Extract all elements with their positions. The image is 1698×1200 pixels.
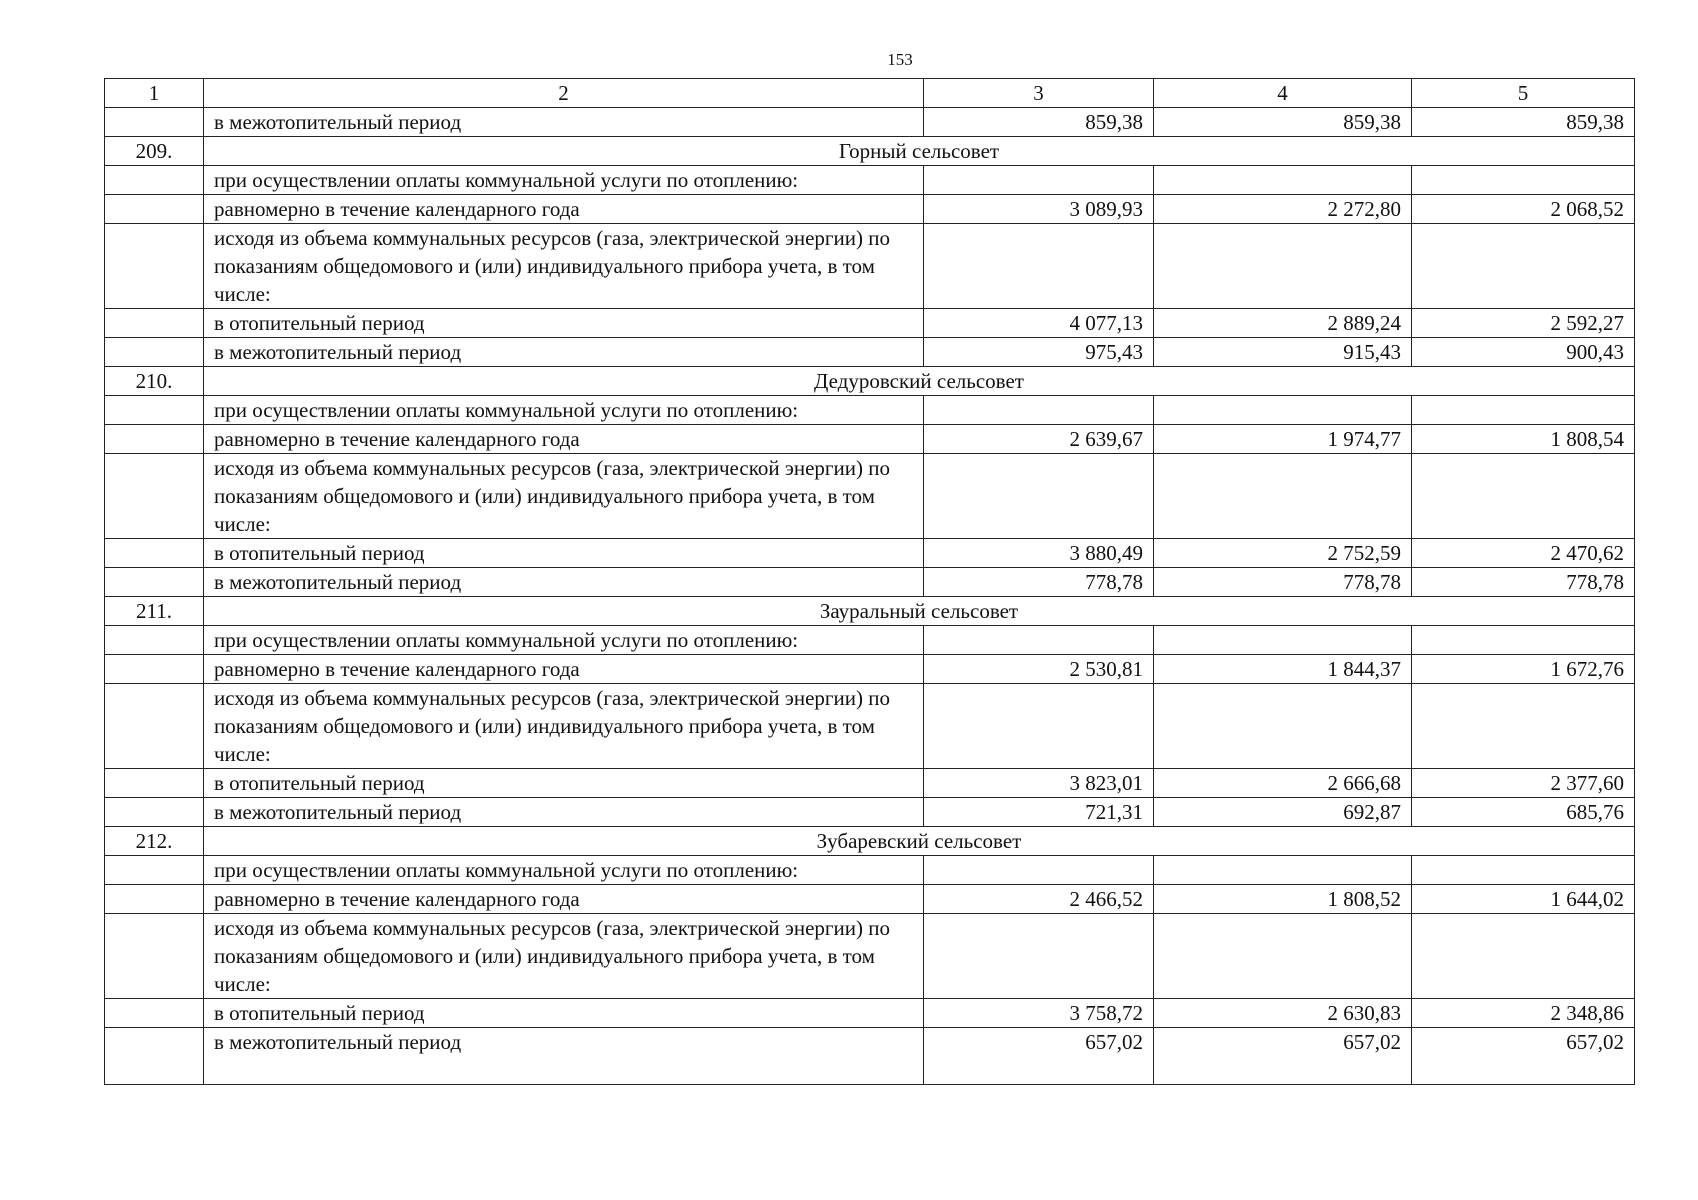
row-label: при осуществлении оплаты коммунальной услуги по отоплению: [204, 856, 924, 885]
tariff-value: 1 974,77 [1154, 425, 1412, 454]
tariff-value: 3 823,01 [924, 769, 1154, 798]
row-number-cell [105, 1028, 204, 1085]
tariff-value: 2 752,59 [1154, 539, 1412, 568]
row-number-cell [105, 195, 204, 224]
tariff-value [1154, 856, 1412, 885]
row-number-cell [105, 856, 204, 885]
column-number: 5 [1412, 79, 1635, 108]
group-number: 211. [105, 597, 204, 626]
tariff-value: 657,02 [1412, 1028, 1635, 1085]
row-label: равномерно в течение календарного года [204, 655, 924, 684]
row-label: в межотопительный период [204, 338, 924, 367]
row-label: при осуществлении оплаты коммунальной услуги по отоплению: [204, 166, 924, 195]
tariff-value: 2 666,68 [1154, 769, 1412, 798]
row-label: равномерно в течение календарного года [204, 425, 924, 454]
table-row [105, 568, 1635, 597]
tariff-value [1154, 166, 1412, 195]
row-number-cell [105, 798, 204, 827]
tariff-value: 2 530,81 [924, 655, 1154, 684]
tariff-value [924, 166, 1154, 195]
tariff-value [1412, 396, 1635, 425]
tariff-value: 685,76 [1412, 798, 1635, 827]
tariff-value [924, 224, 1154, 309]
column-number: 2 [204, 79, 924, 108]
row-number-cell [105, 914, 204, 999]
tariff-value: 1 808,52 [1154, 885, 1412, 914]
tariff-value: 2 068,52 [1412, 195, 1635, 224]
tariff-value: 2 639,67 [924, 425, 1154, 454]
group-title: Зауральный сельсовет [204, 597, 1635, 626]
row-number-cell [105, 626, 204, 655]
tariff-value [1412, 626, 1635, 655]
column-number-row [105, 79, 1635, 108]
group-number: 209. [105, 137, 204, 166]
row-label: исходя из объема коммунальных ресурсов (газа, электрической энергии) по показаниям общедомового и (или) индивидуального прибора учета, в том числе: [204, 454, 924, 539]
tariff-value: 859,38 [924, 108, 1154, 137]
row-label: при осуществлении оплаты коммунальной услуги по отоплению: [204, 396, 924, 425]
row-number-cell [105, 454, 204, 539]
tariff-table [104, 78, 1635, 1085]
row-label: в межотопительный период [204, 568, 924, 597]
table-row [105, 1028, 1635, 1085]
row-label: равномерно в течение календарного года [204, 195, 924, 224]
tariff-value: 2 466,52 [924, 885, 1154, 914]
row-number-cell [105, 108, 204, 137]
column-number: 4 [1154, 79, 1412, 108]
group-heading-row [105, 367, 1635, 396]
group-heading-row [105, 137, 1635, 166]
tariff-value [924, 684, 1154, 769]
row-label: в отопительный период [204, 999, 924, 1028]
table-row [105, 224, 1635, 309]
tariff-value: 778,78 [1412, 568, 1635, 597]
row-label: в межотопительный период [204, 1028, 924, 1085]
group-number: 212. [105, 827, 204, 856]
tariff-value: 778,78 [924, 568, 1154, 597]
tariff-value [1412, 856, 1635, 885]
tariff-value [1154, 626, 1412, 655]
tariff-value: 3 758,72 [924, 999, 1154, 1028]
row-label: в отопительный период [204, 539, 924, 568]
tariff-value: 2 889,24 [1154, 309, 1412, 338]
row-number-cell [105, 999, 204, 1028]
row-label: исходя из объема коммунальных ресурсов (газа, электрической энергии) по показаниям общедомового и (или) индивидуального прибора учета, в том числе: [204, 224, 924, 309]
row-label: в межотопительный период [204, 798, 924, 827]
row-number-cell [105, 684, 204, 769]
tariff-value: 4 077,13 [924, 309, 1154, 338]
table-row [105, 885, 1635, 914]
tariff-value: 1 844,37 [1154, 655, 1412, 684]
row-label: при осуществлении оплаты коммунальной услуги по отоплению: [204, 626, 924, 655]
tariff-value [924, 914, 1154, 999]
row-number-cell [105, 166, 204, 195]
table-row [105, 108, 1635, 137]
tariff-value [1154, 684, 1412, 769]
row-number-cell [105, 539, 204, 568]
tariff-value: 2 272,80 [1154, 195, 1412, 224]
row-number-cell [105, 769, 204, 798]
row-label: равномерно в течение календарного года [204, 885, 924, 914]
tariff-value [924, 396, 1154, 425]
tariff-value: 721,31 [924, 798, 1154, 827]
tariff-value: 2 470,62 [1412, 539, 1635, 568]
tariff-value: 915,43 [1154, 338, 1412, 367]
row-label: в отопительный период [204, 769, 924, 798]
page-number: 153 [887, 50, 913, 69]
tariff-value: 2 377,60 [1412, 769, 1635, 798]
row-label: в отопительный период [204, 309, 924, 338]
row-label: исходя из объема коммунальных ресурсов (газа, электрической энергии) по показаниям общедомового и (или) индивидуального прибора учета, в том числе: [204, 684, 924, 769]
tariff-value [1412, 684, 1635, 769]
tariff-value: 975,43 [924, 338, 1154, 367]
group-title: Горный сельсовет [204, 137, 1635, 166]
tariff-value: 859,38 [1154, 108, 1412, 137]
table-row [105, 309, 1635, 338]
group-heading-row [105, 827, 1635, 856]
row-label: в межотопительный период [204, 108, 924, 137]
table-row [105, 166, 1635, 195]
table-row [105, 769, 1635, 798]
group-heading-row [105, 597, 1635, 626]
tariff-value [1154, 224, 1412, 309]
tariff-value: 2 348,86 [1412, 999, 1635, 1028]
row-number-cell [105, 425, 204, 454]
tariff-value: 657,02 [924, 1028, 1154, 1085]
table-row [105, 684, 1635, 769]
table-body [105, 79, 1635, 1085]
tariff-value: 900,43 [1412, 338, 1635, 367]
tariff-value: 692,87 [1154, 798, 1412, 827]
row-label: исходя из объема коммунальных ресурсов (газа, электрической энергии) по показаниям общедомового и (или) индивидуального прибора учета, в том числе: [204, 914, 924, 999]
table-row [105, 655, 1635, 684]
table-row [105, 539, 1635, 568]
row-number-cell [105, 655, 204, 684]
table-row [105, 856, 1635, 885]
tariff-value [1412, 454, 1635, 539]
tariff-value: 859,38 [1412, 108, 1635, 137]
tariff-value [1154, 914, 1412, 999]
tariff-value: 657,02 [1154, 1028, 1412, 1085]
table-row [105, 914, 1635, 999]
tariff-value [924, 454, 1154, 539]
table-row [105, 454, 1635, 539]
group-title: Дедуровский сельсовет [204, 367, 1635, 396]
group-title: Зубаревский сельсовет [204, 827, 1635, 856]
tariff-value: 778,78 [1154, 568, 1412, 597]
table-row [105, 338, 1635, 367]
tariff-value: 1 672,76 [1412, 655, 1635, 684]
row-number-cell [105, 338, 204, 367]
row-number-cell [105, 396, 204, 425]
tariff-value: 3 089,93 [924, 195, 1154, 224]
table-row [105, 396, 1635, 425]
tariff-value [1412, 224, 1635, 309]
table-row [105, 195, 1635, 224]
row-number-cell [105, 224, 204, 309]
table-row [105, 425, 1635, 454]
tariff-value [1412, 166, 1635, 195]
tariff-value: 2 630,83 [1154, 999, 1412, 1028]
tariff-value: 1 644,02 [1412, 885, 1635, 914]
column-number: 3 [924, 79, 1154, 108]
tariff-value [1154, 454, 1412, 539]
tariff-value [1154, 396, 1412, 425]
row-number-cell [105, 568, 204, 597]
tariff-value: 2 592,27 [1412, 309, 1635, 338]
table-row [105, 626, 1635, 655]
tariff-value: 1 808,54 [1412, 425, 1635, 454]
tariff-value [924, 856, 1154, 885]
table-row [105, 798, 1635, 827]
tariff-value [1412, 914, 1635, 999]
tariff-value [924, 626, 1154, 655]
tariff-value: 3 880,49 [924, 539, 1154, 568]
row-number-cell [105, 309, 204, 338]
table-row [105, 999, 1635, 1028]
row-number-cell [105, 885, 204, 914]
column-number: 1 [105, 79, 204, 108]
group-number: 210. [105, 367, 204, 396]
